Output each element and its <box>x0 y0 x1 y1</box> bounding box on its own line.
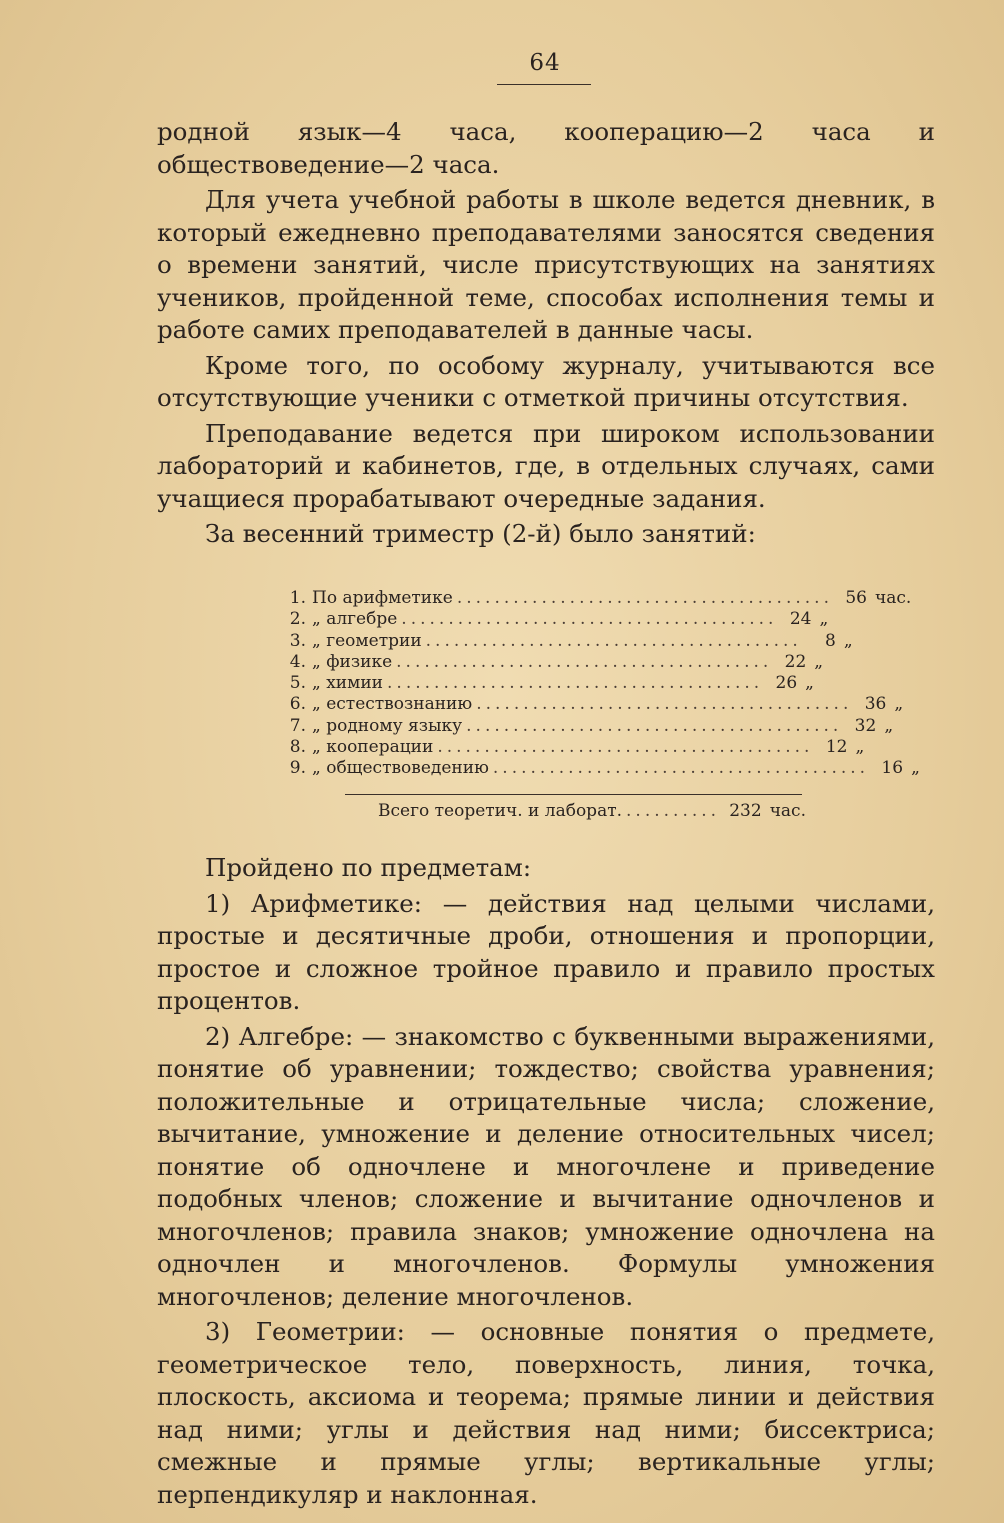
item-unit: „ <box>843 630 853 651</box>
total-unit: час. <box>769 801 806 821</box>
item-unit: „ <box>819 609 829 630</box>
leader-dots: ........................................ <box>401 609 778 630</box>
item-hours: 36 <box>864 694 887 715</box>
leader-dots: .......... <box>626 801 721 821</box>
paragraph-continuation: родной язык—4 часа, кооперацию—2 часа и обществоведение—2 часа. <box>157 117 935 179</box>
leader-dots: ........................................ <box>387 673 764 694</box>
item-subject: „ химии <box>312 673 384 694</box>
list-item <box>282 588 912 609</box>
item-unit: „ <box>894 694 904 715</box>
item-subject: „ алгебре <box>312 609 398 630</box>
item-unit: „ <box>911 758 920 779</box>
item-hours: 12 <box>825 737 848 758</box>
list-item <box>282 737 865 758</box>
item-unit: час. <box>874 588 912 608</box>
page-number: 64 <box>529 50 561 76</box>
item-number: 3. <box>289 630 306 651</box>
total-label: Всего теоретич. и лаборат. <box>378 801 623 821</box>
paragraph-diary: Для учета учебной работы в школе ведется дневник, в который ежедневно преподавателями заносятся сведения о времени занятий, числе присутствующих на занятиях учеников, пройденной теме, способах исполнения темы и работе самих преподавателей в данные часы. <box>157 185 935 344</box>
list-item <box>282 630 853 652</box>
item-hours: 24 <box>789 609 812 630</box>
item-hours: 22 <box>784 651 807 672</box>
list-item <box>282 609 829 630</box>
item-number: 5. <box>289 673 306 694</box>
list-item <box>282 758 920 779</box>
leader-dots: ........................................ <box>437 737 814 758</box>
paragraph-arithmetic: 1) Арифметике: — действия над целыми числами, простые и десятичные дроби, отношения и пропорции, простое и сложное тройное правило и правило простых процентов. <box>157 888 935 1015</box>
paragraph-laboratories: Преподавание ведется при широком использовании лабораторий и кабинетов, где, в отдельных случаях, сами учащиеся прорабатывают очередные задания. <box>157 418 935 513</box>
leader-dots: ........................................ <box>476 694 853 715</box>
leader-dots: ........................................ <box>492 758 870 779</box>
paragraph-geometry: 3) Геометрии: — основные понятия о предмете, геометрическое тело, поверхность, линия, точка, плоскость, аксиома и теорема; прямые линии и действия над ними; углы и действия над ними; биссектриса; смежные и прямые углы; вертикальные углы; перпендикуляр и наклонная. <box>157 1317 935 1509</box>
item-subject: По арифметике <box>312 588 453 608</box>
item-subject: „ естествознанию <box>312 694 473 715</box>
body-text-upper <box>157 116 935 554</box>
paragraph-journal: Кроме того, по особому журналу, учитываются все отсутствующие ученики с отметкой причины отсутствия. <box>157 350 935 412</box>
item-hours: 26 <box>775 673 798 694</box>
hours-total-row <box>378 801 806 821</box>
item-number: 1. <box>289 588 306 608</box>
total-hours: 232 <box>729 801 762 821</box>
section-heading: Пройдено по предметам: <box>205 853 532 882</box>
item-hours: 56 <box>845 588 867 608</box>
item-unit: „ <box>805 673 814 694</box>
list-item <box>282 651 824 673</box>
item-unit: „ <box>855 737 865 758</box>
leader-dots: ........................................ <box>456 588 833 608</box>
item-number: 8. <box>289 737 306 758</box>
leader-dots: ........................................ <box>396 651 773 672</box>
list-item <box>282 694 904 715</box>
item-hours: 8 <box>824 630 836 651</box>
leader-dots: ........................................ <box>425 630 802 651</box>
item-number: 6. <box>289 694 306 715</box>
item-hours: 32 <box>854 715 877 736</box>
page-number-rule <box>497 84 591 85</box>
paragraph-algebra: 2) Алгебре: — знакомство с буквенными выражениями, понятие об уравнении; тождество; свойства уравнения; положительные и отрицательные числа; сложение, вычитание, умножение и деление относительных чисел; понятие об одночлене и многочлене и приведение подобных членов; сложение и вычитание одночленов и многочленов; правила знаков; умножение одночлена на одночлен и многочленов. Формулы умножения многочленов; деление многочленов. <box>157 1021 935 1311</box>
item-subject: „ обществоведению <box>312 758 489 779</box>
total-divider <box>345 794 802 795</box>
leader-dots: ........................................ <box>466 715 843 736</box>
item-number: 9. <box>289 758 306 779</box>
item-subject: „ геометрии <box>312 630 422 651</box>
item-subject: „ физике <box>312 651 393 672</box>
hours-list <box>282 588 920 780</box>
item-subject: „ кооперации <box>312 737 434 758</box>
paragraph-trimester-intro: За весенний триместр (2-й) было занятий: <box>205 519 756 548</box>
item-subject: „ родному языку <box>312 715 463 736</box>
list-item <box>282 673 814 694</box>
item-number: 7. <box>289 715 306 736</box>
body-text-lower <box>157 852 935 1514</box>
item-unit: „ <box>814 651 824 672</box>
item-unit: „ <box>884 715 894 736</box>
item-hours: 16 <box>881 758 904 779</box>
item-number: 2. <box>289 609 306 630</box>
list-item <box>282 715 894 737</box>
item-number: 4. <box>289 651 306 672</box>
